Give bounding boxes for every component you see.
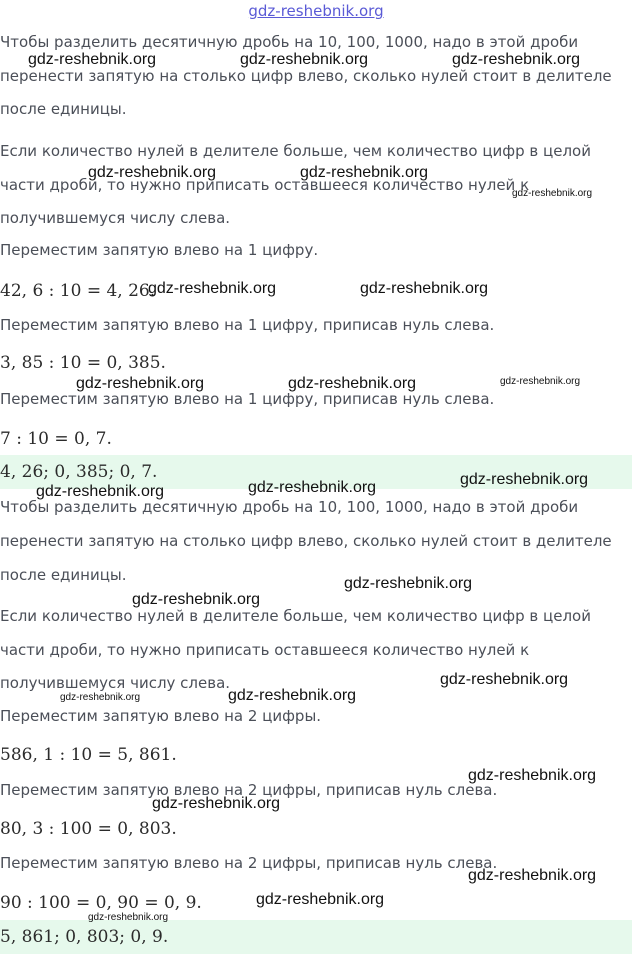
watermark: gdz-reshebnik.org	[344, 575, 473, 592]
watermark: gdz-reshebnik.org	[240, 51, 369, 68]
watermark: gdz-reshebnik.org	[76, 375, 205, 392]
answer-box	[0, 920, 632, 954]
watermark: gdz-reshebnik.org	[500, 376, 581, 387]
step-text: Переместим запятую влево на 2 цифры.	[0, 707, 322, 725]
rule-text: Если количество нулей в делителе больше, чем количество цифр в целой	[0, 607, 591, 625]
watermark: gdz-reshebnik.org	[512, 188, 593, 199]
step-text: Переместим запятую влево на 1 цифру.	[0, 241, 319, 259]
watermark: gdz-reshebnik.org	[60, 692, 141, 703]
watermark: gdz-reshebnik.org	[88, 164, 217, 181]
equation: 3, 85 : 10 = 0, 385.	[0, 353, 166, 373]
rule-text: перенести запятую на столько цифр влево, сколько нулей стоит в делителе	[0, 532, 612, 550]
step-text: Переместим запятую влево на 1 цифру, приписав нуль слева.	[0, 390, 495, 408]
watermark: gdz-reshebnik.org	[152, 795, 281, 812]
equation: 90 : 100 = 0, 90 = 0, 9.	[0, 893, 202, 913]
rule-text: части дроби, то нужно приписать оставшееся количество нулей к	[0, 176, 530, 194]
equation: 42, 6 : 10 = 4, 26.	[0, 281, 156, 301]
watermark: gdz-reshebnik.org	[468, 867, 597, 884]
equation: 80, 3 : 100 = 0, 803.	[0, 819, 177, 839]
watermark: gdz-reshebnik.org	[248, 479, 377, 496]
watermark: gdz-reshebnik.org	[300, 164, 429, 181]
watermark: gdz-reshebnik.org	[360, 280, 489, 297]
watermark: gdz-reshebnik.org	[460, 471, 589, 488]
site-link[interactable]: gdz-reshebnik.org	[248, 2, 384, 20]
rule-text: получившемуся числу слева.	[0, 674, 231, 692]
rule-text: после единицы.	[0, 566, 127, 584]
watermark: gdz-reshebnik.org	[132, 591, 261, 608]
equation: 586, 1 : 10 = 5, 861.	[0, 745, 177, 765]
watermark: gdz-reshebnik.org	[88, 912, 169, 923]
step-text: Переместим запятую влево на 2 цифры, приписав нуль слева.	[0, 854, 498, 872]
rule-text: части дроби, то нужно приписать оставшееся количество нулей к	[0, 641, 530, 659]
rule-text: получившемуся числу слева.	[0, 209, 231, 227]
step-text: Переместим запятую влево на 2 цифры, приписав нуль слева.	[0, 781, 498, 799]
watermark: gdz-reshebnik.org	[148, 280, 277, 297]
rule-text: Чтобы разделить десятичную дробь на 10, 100, 1000, надо в этой дроби	[0, 33, 579, 51]
watermark: gdz-reshebnik.org	[440, 671, 569, 688]
watermark: gdz-reshebnik.org	[288, 375, 417, 392]
rule-text: после единицы.	[0, 100, 127, 118]
watermark: gdz-reshebnik.org	[28, 51, 157, 68]
watermark: gdz-reshebnik.org	[36, 483, 165, 500]
watermark: gdz-reshebnik.org	[256, 891, 385, 908]
rule-text: Если количество нулей в делителе больше, чем количество цифр в целой	[0, 142, 591, 160]
rule-text: перенести запятую на столько цифр влево, сколько нулей стоит в делителе	[0, 67, 612, 85]
equation: 7 : 10 = 0, 7.	[0, 429, 112, 449]
answer-text: 4, 26; 0, 385; 0, 7.	[0, 462, 158, 482]
watermark: gdz-reshebnik.org	[452, 51, 581, 68]
rule-text: Чтобы разделить десятичную дробь на 10, 100, 1000, надо в этой дроби	[0, 498, 579, 516]
watermark: gdz-reshebnik.org	[468, 767, 597, 784]
step-text: Переместим запятую влево на 1 цифру, приписав нуль слева.	[0, 316, 495, 334]
watermark: gdz-reshebnik.org	[228, 687, 357, 704]
answer-text: 5, 861; 0, 803; 0, 9.	[0, 927, 169, 947]
